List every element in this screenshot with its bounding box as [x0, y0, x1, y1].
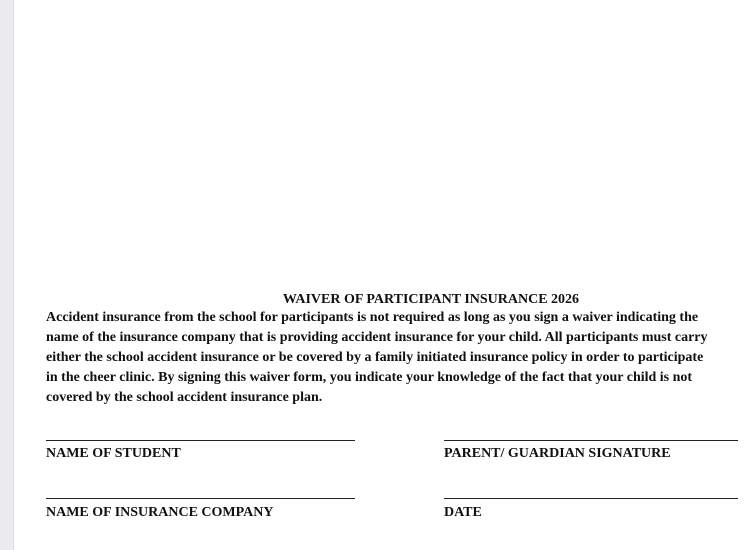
document-title: WAIVER OF PARTICIPANT INSURANCE 2026 [282, 292, 580, 307]
student-name-label: NAME OF STUDENT [46, 446, 181, 461]
guardian-signature-label: PARENT/ GUARDIAN SIGNATURE [444, 446, 671, 461]
guardian-signature-line[interactable] [444, 440, 738, 441]
window-edge [0, 0, 14, 550]
paragraph-line: Accident insurance from the school for participants is not required as long as you sign a waiver indicating the [46, 310, 699, 325]
waiver-paragraph [46, 308, 750, 408]
date-line[interactable] [444, 498, 738, 499]
paragraph-line: in the cheer clinic. By signing this waiver form, you indicate your knowledge of the fact that your child is not [46, 370, 693, 385]
document-page [14, 0, 750, 550]
paragraph-line: name of the insurance company that is providing accident insurance for your child. All participants must carry [46, 330, 708, 345]
student-name-line[interactable] [46, 440, 355, 441]
date-label: DATE [444, 505, 482, 520]
paragraph-line: either the school accident insurance or be covered by a family initiated insurance policy in order to participate [46, 350, 704, 365]
insurance-company-label: NAME OF INSURANCE COMPANY [46, 505, 274, 520]
paragraph-line: covered by the school accident insurance plan. [46, 390, 323, 405]
insurance-company-line[interactable] [46, 498, 355, 499]
